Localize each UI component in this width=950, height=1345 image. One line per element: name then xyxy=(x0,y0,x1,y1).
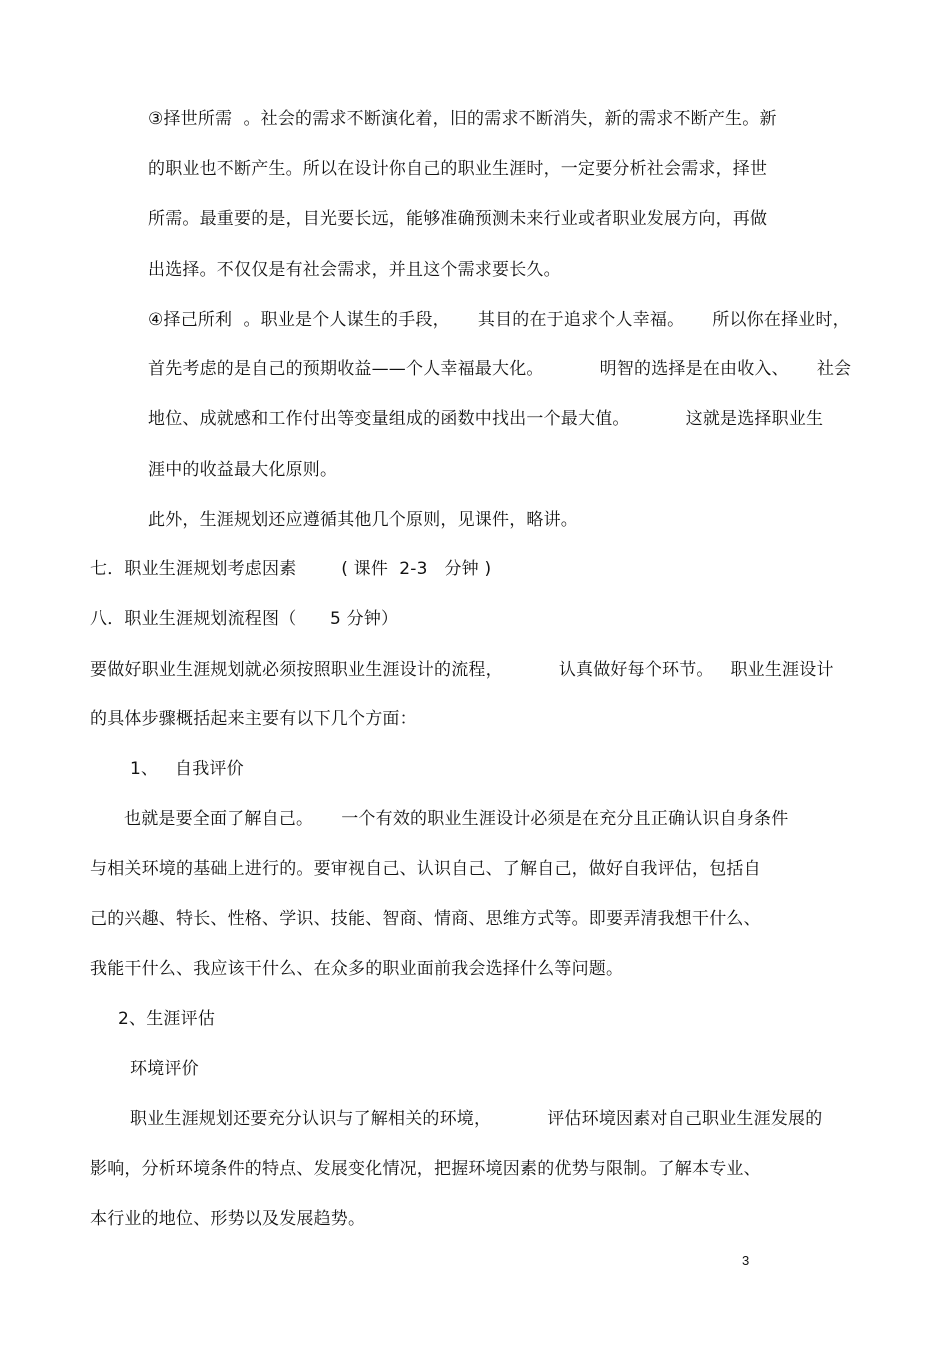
subsection-heading: 2、生涯评估 xyxy=(118,1009,216,1029)
text-line: 所需。最重要的是，目光要长远，能够准确预测未来行业或者职业发展方向，再做 xyxy=(148,209,768,229)
section-heading: 七．职业生涯规划考虑因素 ( 课件 2-3 分钟 ) xyxy=(90,559,492,579)
text-line: 职业生涯规划还要充分认识与了解相关的环境， 评估环境因素对自己职业生涯发展的 xyxy=(130,1109,823,1129)
text-line: 首先考虑的是自己的预期收益——个人幸福最大化。 明智的选择是在由收入、 社会 xyxy=(148,359,852,379)
text-line: 出选择。不仅仅是有社会需求，并且这个需求要长久。 xyxy=(148,260,561,280)
subsection-heading: 1、 自我评价 xyxy=(130,759,244,779)
text-line: 的职业也不断产生。所以在设计你自己的职业生涯时，一定要分析社会需求，择世 xyxy=(148,159,768,179)
text-line: 影响，分析环境条件的特点、发展变化情况，把握环境因素的优势与限制。了解本专业、 xyxy=(90,1159,761,1179)
text-line: ③择世所需 。社会的需求不断演化着，旧的需求不断消失，新的需求不断产生。新 xyxy=(148,109,777,129)
text-line: 本行业的地位、形势以及发展趋势。 xyxy=(90,1209,366,1229)
text-line: 此外，生涯规划还应遵循其他几个原则，见课件，略讲。 xyxy=(148,510,578,530)
text-line: ④择己所利 。职业是个人谋生的手段， 其目的在于追求个人幸福。 所以你在择业时， xyxy=(148,310,850,330)
text-line: 与相关环境的基础上进行的。要审视自己、认识自己、了解自己，做好自我评估，包括自 xyxy=(90,859,761,879)
text-line: 涯中的收益最大化原则。 xyxy=(148,460,338,480)
text-line: 我能干什么、我应该干什么、在众多的职业面前我会选择什么等问题。 xyxy=(90,959,624,979)
text-line: 己的兴趣、特长、性格、学识、技能、智商、情商、思维方式等。即要弄清我想干什么、 xyxy=(90,909,761,929)
text-line: 地位、成就感和工作付出等变量组成的函数中找出一个最大值。 这就是选择职业生 xyxy=(148,409,824,429)
text-line: 也就是要全面了解自己。 一个有效的职业生涯设计必须是在充分且正确认识自身条件 xyxy=(124,809,789,829)
section-heading: 八．职业生涯规划流程图（ 5 分钟） xyxy=(90,609,399,629)
page-number: 3 xyxy=(742,1253,750,1268)
text-line: 要做好职业生涯规划就必须按照职业生涯设计的流程， 认真做好每个环节。 职业生涯设计 xyxy=(90,660,834,680)
text-line: 的具体步骤概括起来主要有以下几个方面： xyxy=(90,709,417,729)
subsection-heading: 环境评价 xyxy=(130,1059,199,1079)
